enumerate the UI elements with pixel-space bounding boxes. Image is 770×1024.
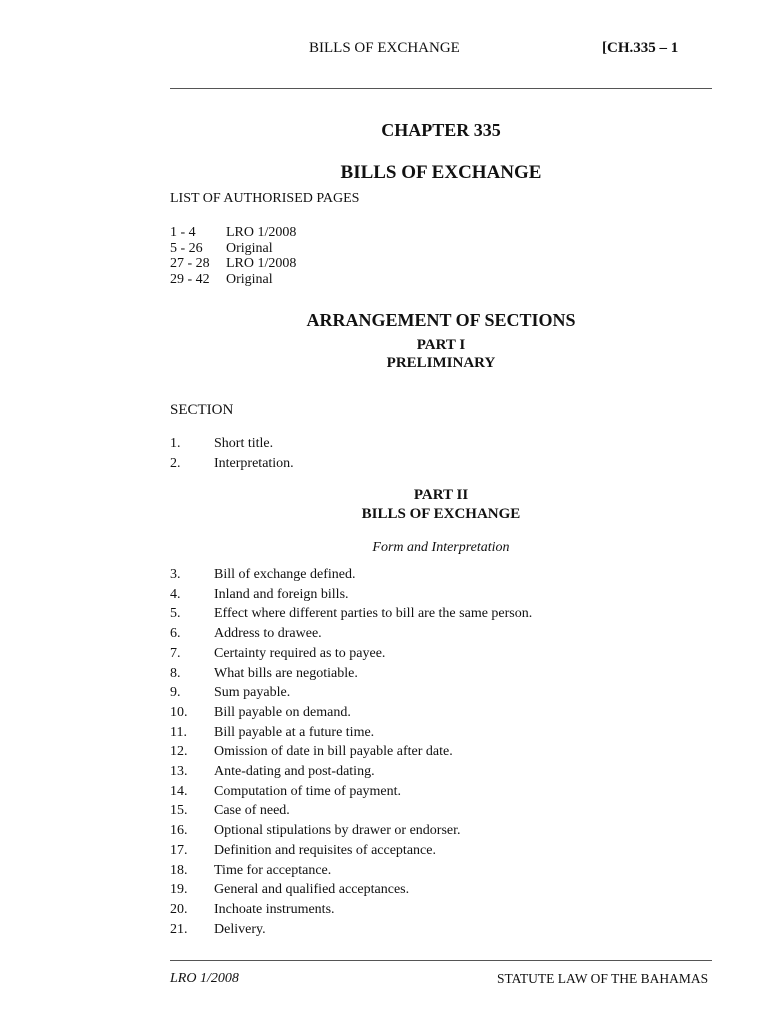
section-number: 1. [170,436,181,451]
section-number: 6. [170,626,181,642]
page-range: 1 - 4 [170,225,196,240]
section-number: 16. [170,823,188,839]
section-number: 5. [170,606,181,622]
running-header-title: BILLS OF EXCHANGE [309,40,460,56]
footer-right: STATUTE LAW OF THE BAHAMAS [497,971,709,986]
section-label: SECTION [170,402,234,418]
section-number: 17. [170,842,188,858]
act-title: BILLS OF EXCHANGE [340,162,542,183]
section-number: 8. [170,665,181,681]
section-number: 9. [170,685,181,701]
section-number: 21. [170,921,188,937]
page-status: LRO 1/2008 [226,256,297,271]
page-range: 5 - 26 [170,240,203,256]
section-title: Interpretation. [214,455,294,471]
authorised-pages-heading: LIST OF AUTHORISED PAGES [170,191,360,206]
header-rule [170,88,712,89]
section-number: 2. [170,455,181,471]
section-title: Bill payable at a future time. [214,724,375,740]
section-number: 10. [170,704,188,720]
section-title: Bill of exchange defined. [214,567,356,582]
section-number: 4. [170,586,181,602]
section-title: Case of need. [214,803,290,819]
part2-subheading: Form and Interpretation [372,540,510,555]
chapter-number: CHAPTER 335 [381,120,501,140]
section-number: 15. [170,803,188,819]
section-title: Delivery. [214,921,266,937]
page-status: LRO 1/2008 [226,225,297,240]
section-title: Bill payable on demand. [214,704,351,720]
page-range: 29 - 42 [170,271,210,287]
running-header-chapter-ref [602,40,678,57]
footer-rule [170,960,712,961]
section-title: Time for acceptance. [214,862,332,878]
section-title: Certainty required as to payee. [214,645,386,661]
page-status: Original [226,240,273,256]
part2-title: BILLS OF EXCHANGE [361,506,521,522]
chapter-ref-text: [CH.335 – 1 [602,40,679,56]
section-title: Address to drawee. [214,626,322,642]
page-range: 27 - 28 [170,256,210,271]
section-title: Inchoate instruments. [214,901,335,917]
section-title: Omission of date in bill payable after date. [214,744,453,760]
section-number: 11. [170,724,187,740]
section-number: 18. [170,862,188,878]
section-title: Inland and foreign bills. [214,586,349,602]
section-number: 3. [170,567,181,582]
section-title: Effect where different parties to bill are the same person. [214,606,533,622]
section-number: 13. [170,764,188,779]
page-status: Original [226,271,273,287]
section-number: 20. [170,901,188,917]
footer-left: LRO 1/2008 [170,971,239,986]
section-title: What bills are negotiable. [214,665,358,681]
arrangement-heading: ARRANGEMENT OF SECTIONS [306,310,576,330]
section-title: General and qualified acceptances. [214,882,410,898]
section-title: Computation of time of payment. [214,783,402,799]
section-number: 12. [170,744,188,760]
section-title: Sum payable. [214,685,291,701]
section-title: Ante-dating and post-dating. [214,764,375,779]
section-number: 19. [170,882,188,898]
section-title: Short title. [214,436,274,451]
section-title: Definition and requisites of acceptance. [214,842,436,858]
part1-number: PART I [416,337,466,353]
part2-number: PART II [413,487,469,503]
section-title: Optional stipulations by drawer or endorser. [214,823,461,839]
part1-title: PRELIMINARY [386,355,496,371]
section-number: 7. [170,645,181,661]
section-number: 14. [170,783,188,799]
